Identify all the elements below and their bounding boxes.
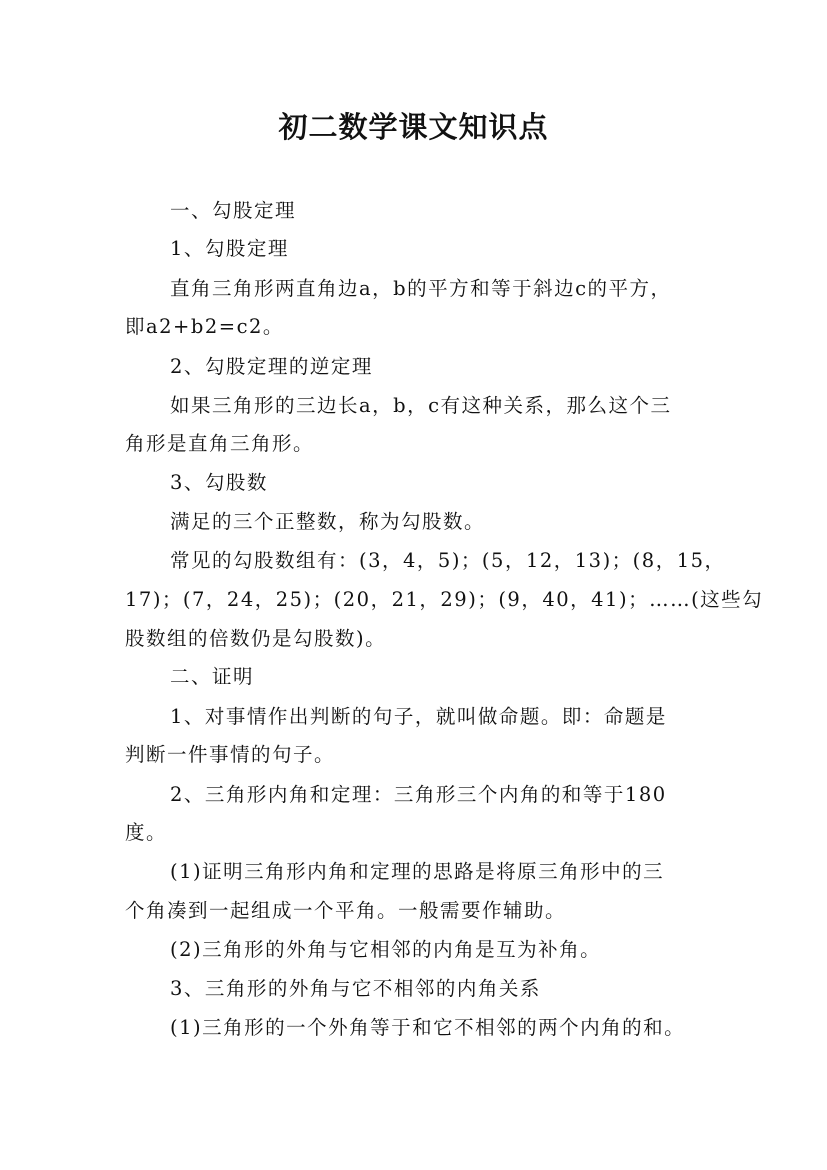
paragraph-line: 即a2+b2=c2。 — [125, 315, 284, 338]
paragraph-line: 判断一件事情的句子。 — [125, 743, 336, 766]
paragraph-line: 度。 — [125, 821, 168, 844]
paragraph-line: 如果三角形的三边长a，b，c有这种关系，那么这个三 — [170, 394, 672, 417]
paragraph-line: 直角三角形两直角边a，b的平方和等于斜边c的平方， — [170, 277, 672, 300]
paragraph-line: 常见的勾股数组有：(3，4，5)；(5，12，13)；(8，15， — [170, 549, 726, 572]
paragraph-line: 1、对事情作出判断的句子，就叫做命题。即：命题是 — [170, 705, 667, 728]
subheading-converse-theorem: 2、勾股定理的逆定理 — [170, 355, 373, 378]
subheading-pythagorean-triples: 3、勾股数 — [170, 471, 268, 494]
subheading-exterior-angle: 3、三角形的外角与它不相邻的内角关系 — [170, 977, 541, 1000]
paragraph-line: 角形是直角三角形。 — [125, 432, 315, 455]
paragraph-line: 个角凑到一起组成一个平角。一般需要作辅助。 — [125, 899, 567, 922]
heading-pythagorean-section: 一、勾股定理 — [170, 199, 297, 222]
paragraph-line: 2、三角形内角和定理：三角形三个内角的和等于180 — [170, 783, 667, 806]
paragraph-line: (2)三角形的外角与它相邻的内角是互为补角。 — [170, 938, 602, 961]
document-title: 初二数学课文知识点 — [278, 110, 549, 144]
paragraph-line: 17)；(7，24，25)；(20，21，29)；(9，40，41)；……(这些勾 — [125, 588, 764, 611]
paragraph-line: 股数组的倍数仍是勾股数)。 — [125, 627, 387, 650]
paragraph-line: (1)三角形的一个外角等于和它不相邻的两个内角的和。 — [170, 1016, 686, 1039]
paragraph-line: (1)证明三角形内角和定理的思路是将原三角形中的三 — [170, 860, 665, 883]
heading-proof-section: 二、证明 — [170, 665, 255, 688]
subheading-pythagorean-theorem: 1、勾股定理 — [170, 237, 289, 260]
paragraph-line: 满足的三个正整数，称为勾股数。 — [170, 510, 486, 533]
